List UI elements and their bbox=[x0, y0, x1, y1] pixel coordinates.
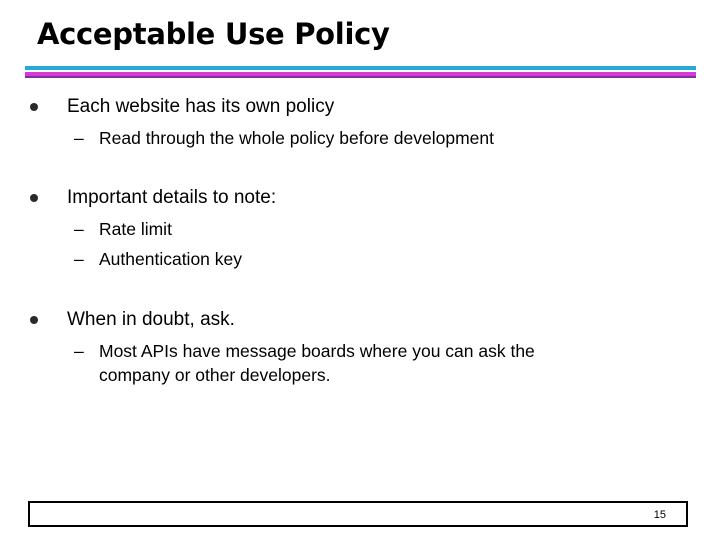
sub-bullet-text: Read through the whole policy before development bbox=[99, 128, 494, 148]
sub-bullet-text: Most APIs have message boards where you can ask the bbox=[99, 341, 535, 361]
sub-bullet-dash: – bbox=[74, 219, 84, 239]
slide-title: Acceptable Use Policy bbox=[37, 17, 390, 51]
page-number: 15 bbox=[653, 509, 666, 521]
sub-bullet-dash: – bbox=[74, 341, 84, 361]
bullet-dot-icon bbox=[30, 103, 38, 111]
sub-bullet-dash: – bbox=[74, 249, 84, 269]
sub-bullet-text: Rate limit bbox=[99, 219, 172, 239]
bullet-text: When in doubt, ask. bbox=[67, 309, 235, 330]
title-underline-purple bbox=[25, 76, 696, 78]
sub-bullet-text-continued: company or other developers. bbox=[99, 365, 331, 385]
title-underline-cyan bbox=[25, 66, 696, 70]
sub-bullet-dash: – bbox=[74, 128, 84, 148]
sub-bullet-text: Authentication key bbox=[99, 249, 243, 269]
bullet-dot-icon bbox=[30, 194, 38, 202]
footer-bar bbox=[28, 501, 688, 527]
bullet-dot-icon bbox=[30, 316, 38, 324]
bullet-text: Important details to note: bbox=[67, 187, 277, 208]
bullet-text: Each website has its own policy bbox=[67, 96, 335, 117]
